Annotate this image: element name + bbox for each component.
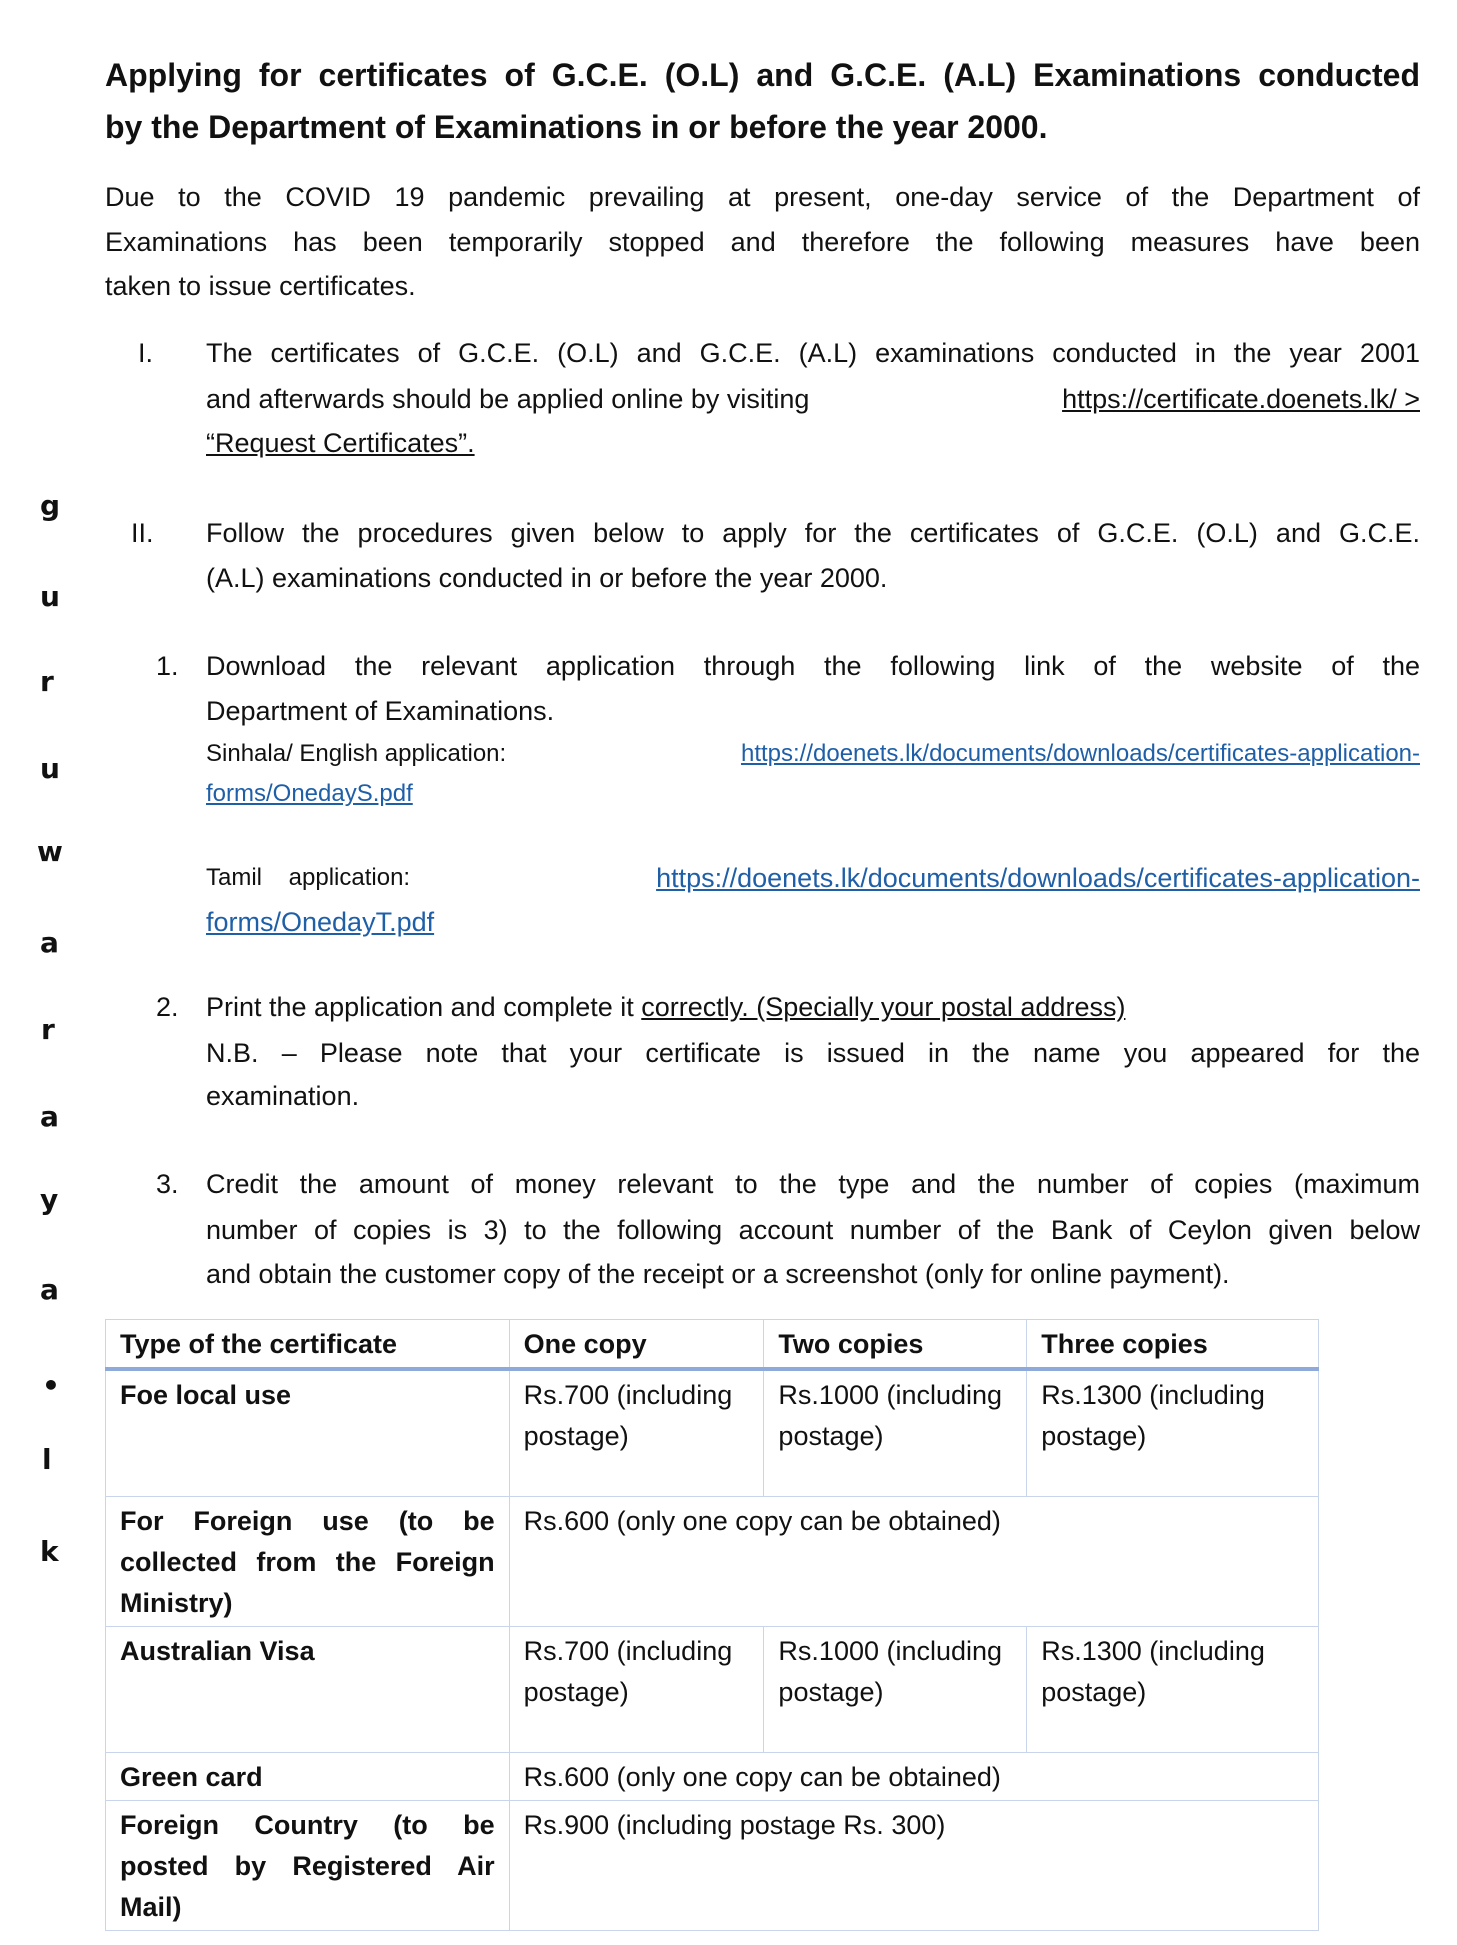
watermark-letter: w [37, 835, 63, 868]
list-number: I. [138, 338, 154, 368]
watermark-letter: u [40, 580, 60, 613]
certificate-type: Foreign Country (to be posted by Registered Air Mail) [106, 1800, 510, 1930]
table-row [106, 1626, 1319, 1752]
watermark-letter: l [42, 1443, 52, 1476]
watermark-letter: y [40, 1183, 59, 1216]
merged-fee: Rs.600 (only one copy can be obtained) [509, 1752, 1318, 1800]
table-row [106, 1496, 1319, 1626]
step-line: and obtain the customer copy of the receipt or a screenshot (only for online payment). [206, 1259, 1230, 1289]
step-line: examination. [206, 1081, 360, 1111]
header-one-copy: One copy [509, 1320, 764, 1370]
sinhala-application-row [206, 737, 1420, 771]
step-line: Department of Examinations. [206, 696, 555, 726]
header-type: Type of the certificate [106, 1320, 510, 1370]
two-copies-fee: Rs.1000 (including postage) [764, 1369, 1027, 1496]
step-emphasis: correctly. (Specially your postal address) [641, 992, 1126, 1022]
intro-line: Examinations has been temporarily stopped and therefore the following measures have been [105, 227, 1420, 257]
three-copies-fee: Rs.1300 (including postage) [1027, 1369, 1319, 1496]
certificate-type: Foe local use [106, 1369, 510, 1496]
table-row [106, 1800, 1319, 1930]
step-text: Print the application and complete it [206, 992, 642, 1022]
item-text: and afterwards should be applied online by visiting [206, 384, 810, 414]
fee-table [105, 1319, 1319, 1931]
step-line: number of copies is 3) to the following account number of the Bank of Ceylon given below [206, 1215, 1420, 1245]
watermark-letter: r [40, 665, 54, 698]
two-copies-fee: Rs.1000 (including postage) [764, 1626, 1027, 1752]
intro-line: taken to issue certificates. [105, 271, 416, 301]
step-line: Download the relevant application through the following link of the website of the [206, 651, 1420, 681]
watermark-letter: u [40, 752, 60, 785]
list-number: II. [131, 518, 154, 548]
step-line [206, 990, 1125, 1024]
watermark-letter: g [40, 489, 61, 522]
item-line-with-link [206, 382, 1420, 416]
tamil-application-link-cont[interactable]: forms/OnedayT.pdf [206, 907, 435, 937]
table-row [106, 1369, 1319, 1496]
three-copies-fee: Rs.1300 (including postage) [1027, 1626, 1319, 1752]
step-line: N.B. – Please note that your certificate is issued in the name you appeared for the [206, 1038, 1420, 1068]
certificate-type: Green card [106, 1752, 510, 1800]
one-copy-fee: Rs.700 (including postage) [509, 1626, 764, 1752]
step-number: 3. [156, 1169, 179, 1199]
header-two-copies: Two copies [764, 1320, 1027, 1370]
watermark-letter: a [40, 1273, 59, 1306]
watermark-letter: r [41, 1013, 55, 1046]
table-row [106, 1752, 1319, 1800]
tamil-application-link[interactable]: https://doenets.lk/documents/downloads/certificates-application- [656, 863, 1420, 893]
item-line: Follow the procedures given below to apply for the certificates of G.C.E. (O.L) and G.C.E. [206, 518, 1420, 548]
page-title-line-1: Applying for certificates of G.C.E. (O.L) and G.C.E. (A.L) Examinations conducted [105, 57, 1420, 93]
one-copy-fee: Rs.700 (including postage) [509, 1369, 764, 1496]
step-number: 1. [156, 651, 179, 681]
sinhala-application-link[interactable]: https://doenets.lk/documents/downloads/certificates-application- [740, 740, 1420, 767]
certificate-type: Australian Visa [106, 1626, 510, 1752]
sinhala-label: Sinhala/ English application: [206, 740, 507, 767]
watermark-letter: • [42, 1369, 60, 1402]
step-number: 2. [156, 992, 179, 1022]
watermark-letter: a [40, 926, 59, 959]
step-line: Credit the amount of money relevant to the type and the number of copies (maximum [206, 1169, 1420, 1199]
certificate-portal-link[interactable]: https://certificate.doenets.lk/ > [1062, 384, 1420, 414]
item-line: The certificates of G.C.E. (O.L) and G.C.E. (A.L) examinations conducted in the year 2001 [206, 338, 1420, 368]
intro-line: Due to the COVID 19 pandemic prevailing at present, one-day service of the Department of [105, 182, 1420, 212]
watermark-letter: k [40, 1535, 59, 1568]
request-certificates-link[interactable]: “Request Certificates”. [206, 428, 475, 458]
merged-fee: Rs.900 (including postage Rs. 300) [509, 1800, 1318, 1930]
table-header-row [106, 1320, 1319, 1370]
certificate-type: For Foreign use (to be collected from the Foreign Ministry) [106, 1496, 510, 1626]
tamil-label: Tamil application: [206, 864, 411, 891]
header-three-copies: Three copies [1027, 1320, 1319, 1370]
sinhala-application-link-cont[interactable]: forms/OnedayS.pdf [206, 780, 413, 807]
page-title-line-2: by the Department of Examinations in or before the year 2000. [105, 109, 1048, 145]
tamil-application-row [206, 861, 1420, 895]
item-line: (A.L) examinations conducted in or before the year 2000. [206, 563, 888, 593]
watermark-letter: a [40, 1100, 59, 1133]
merged-fee: Rs.600 (only one copy can be obtained) [509, 1496, 1318, 1626]
